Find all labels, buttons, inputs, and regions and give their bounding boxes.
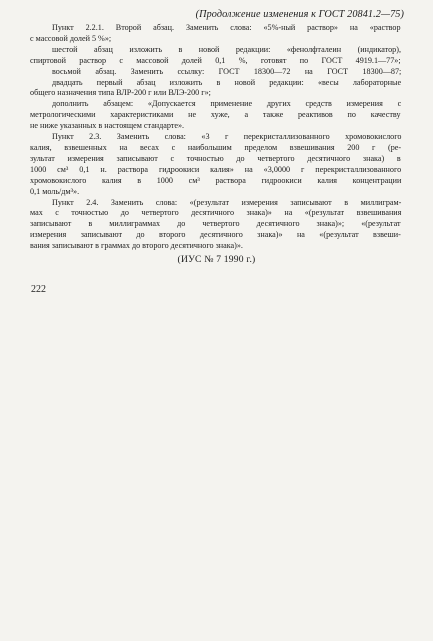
text-line: дополнить абзацем: «Допускается применение других средств измерения с [52,99,402,109]
document-body [30,23,401,252]
text-line: с массовой долей 5 %»; [30,33,112,43]
text-line: спиртовой раствор с массовой долей 0,1 %, готовят по ГОСТ 4919.1—77»; [30,55,401,65]
paragraph [30,23,401,45]
text-line: Пункт 2.2.1. Второй абзац. Заменить слова: «5%-ный раствор» на «раствор [52,23,401,32]
text-line: зультат измерения записывают с точностью до четвертого десятичного знака) в [30,153,401,163]
paragraph [30,67,401,78]
paragraph [30,99,401,132]
paragraph [30,198,401,253]
text-line: измерения записывают до второго десятичного знака)» на «(результат взвеши- [30,230,401,240]
text-line: шестой абзац изложить в новой редакции: «фенолфталеин (индикатор), [52,44,401,54]
page-number: 222 [31,284,46,295]
text-line: 0,1 моль/дм³». [30,186,80,196]
text-line: калия, взвешенных на весах с наибольшим пределом взвешивания 200 г (ре- [30,142,402,152]
text-line: 1000 см³ 0,1 н. раствора гидроокиси калия» на «3,0000 г перекристаллизованного [30,164,402,174]
text-line: хромовокислого калия в 1000 см³ раствора гидроокиси калия концентрации [30,175,402,185]
text-line: двадцать первый абзац изложить в новой редакции: «весы лабораторные [52,77,402,87]
text-line: вания записывают в граммах до второго десятичного знака)». [30,241,243,251]
page-header: (Продолжение изменения к ГОСТ 20841.2—75) [195,9,404,20]
text-line: восьмой абзац. Заменить ссылку: ГОСТ 18300—72 на ГОСТ 18300—87; [52,66,402,76]
text-line: метрологическими характеристиками не хуже, а также реактивов по качеству [30,110,401,120]
paragraph [30,45,401,67]
text-line: Пункт 2.3. Заменить слова: «3 г перекристаллизованного хромовокислого [52,132,402,142]
text-line: Пункт 2.4. Заменить слова: «(результат измерения записывают в миллиграм- [52,197,402,207]
text-line: не ниже указанных в настоящем стандарте». [30,121,185,131]
text-line: общего назначения типа ВЛР-200 г или ВЛЭ-200 г»; [30,88,211,98]
paragraph [30,78,401,100]
iuc-reference: (ИУС № 7 1990 г.) [177,254,256,265]
text-line: записывают в миллиграммах до четвертого десятичного знака)»; «(результат [30,219,401,229]
paragraph [30,132,401,197]
text-line: мах с точностью до четвертого десятичного знака)» на «(результат взвешивания [30,208,402,218]
